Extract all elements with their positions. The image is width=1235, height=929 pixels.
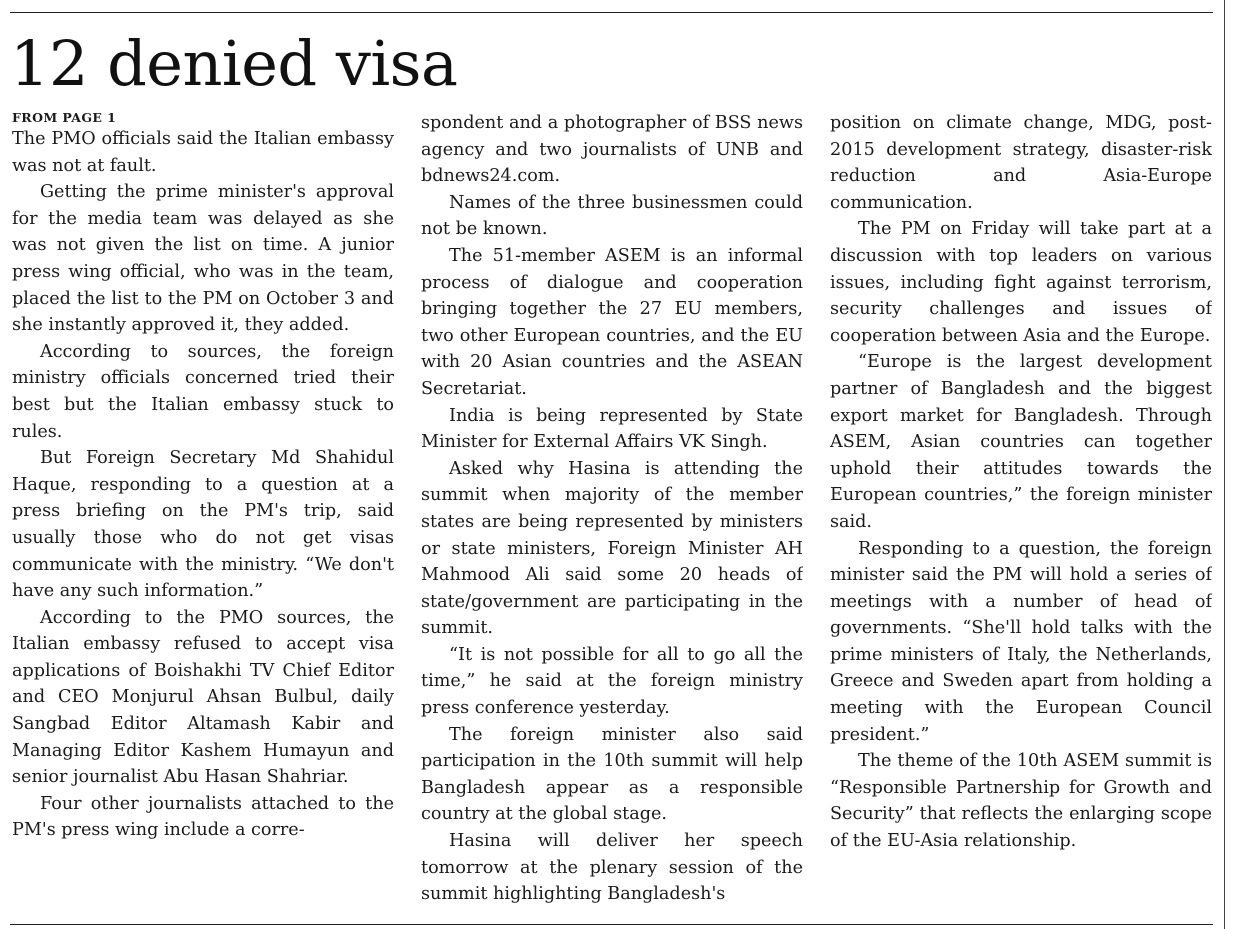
paragraph: But Foreign Secretary Md Shahidul Haque, responding to a question at a press briefing on the PM's trip, said usually those who do not get visas communicate with the ministry. “We don't have any such information.”: [12, 448, 394, 602]
article-column-2: [421, 110, 803, 915]
paragraph: “Europe is the largest development partner of Bangladesh and the biggest export market for Bangladesh. Through ASEM, Asian countries can together uphold their attitudes towards the European countries,” the foreign minister said.: [830, 352, 1212, 532]
paragraph: “It is not possible for all to go all the time,” he said at the foreign ministry press conference yesterday.: [421, 644, 803, 719]
paragraph: Four other journalists attached to the PM's press wing include a corre-: [12, 793, 394, 841]
article-body: [12, 110, 1212, 915]
paragraph: Responding to a question, the foreign minister said the PM will hold a series of meetings with a number of head of governments. “She'll hold talks with the prime ministers of Italy, the Netherlands, Greece and Sweden apart from holding a meeting with the European Council president.”: [830, 538, 1212, 745]
paragraph: Hasina will deliver her speech tomorrow at the plenary session of the summit highlighting Bangladesh's: [421, 831, 803, 905]
article-column-1: [12, 110, 394, 915]
paragraph: The PM on Friday will take part at a discussion with top leaders on various issues, including fight against terrorism, security challenges and issues of cooperation between Asia and the Europe.: [830, 219, 1212, 346]
paragraph: According to the PMO sources, the Italian embassy refused to accept visa applications of Boishakhi TV Chief Editor and CEO Monjurul Ahsan Bulbul, daily Sangbad Editor Altamash Kabir and Managing Editor Kashem Humayun and senior journalist Abu Hasan Shahriar.: [12, 607, 394, 788]
paragraph: position on climate change, MDG, post-2015 development strategy, disaster-risk reduction and Asia-Europe communication.: [830, 113, 1212, 213]
paragraph: Asked why Hasina is attending the summit when majority of the member states are being represented by ministers or state ministers, Foreign Minister AH Mahmood Ali said some 20 heads of state/government are participating in the summit.: [421, 458, 803, 639]
paragraph: According to sources, the foreign ministry officials concerned tried their best but the Italian embassy stuck to rules.: [12, 341, 394, 442]
paragraph: The PMO officials said the Italian embassy was not at fault.: [12, 129, 394, 176]
headline: 12 denied visa: [10, 27, 458, 100]
continuation-kicker: FROM PAGE 1: [12, 110, 117, 125]
bottom-rule: [10, 924, 1213, 925]
article-column-3: [830, 110, 1212, 915]
paragraph: The foreign minister also said participation in the 10th summit will help Bangladesh appear as a responsible country at the global stage.: [421, 724, 803, 825]
top-rule: [10, 12, 1213, 13]
paragraph: spondent and a photographer of BSS news agency and two journalists of UNB and bdnews24.com.: [421, 113, 803, 187]
paragraph: The theme of the 10th ASEM summit is “Responsible Partnership for Growth and Security” that reflects the enlarging scope of the EU-Asia relationship.: [830, 751, 1212, 852]
paragraph: Names of the three businessmen could not be known.: [421, 192, 803, 240]
page-right-border: [1224, 0, 1225, 929]
paragraph: Getting the prime minister's approval for the media team was delayed as she was not given the list on time. A junior press wing official, who was in the team, placed the list to the PM on October 3 and she instantly approved it, they added.: [12, 182, 394, 336]
paragraph: India is being represented by State Minister for External Affairs VK Singh.: [421, 405, 803, 453]
paragraph: The 51-member ASEM is an informal process of dialogue and cooperation bringing together the 27 EU members, two other European countries, and the EU with 20 Asian countries and the ASEAN Secretariat.: [421, 245, 803, 399]
